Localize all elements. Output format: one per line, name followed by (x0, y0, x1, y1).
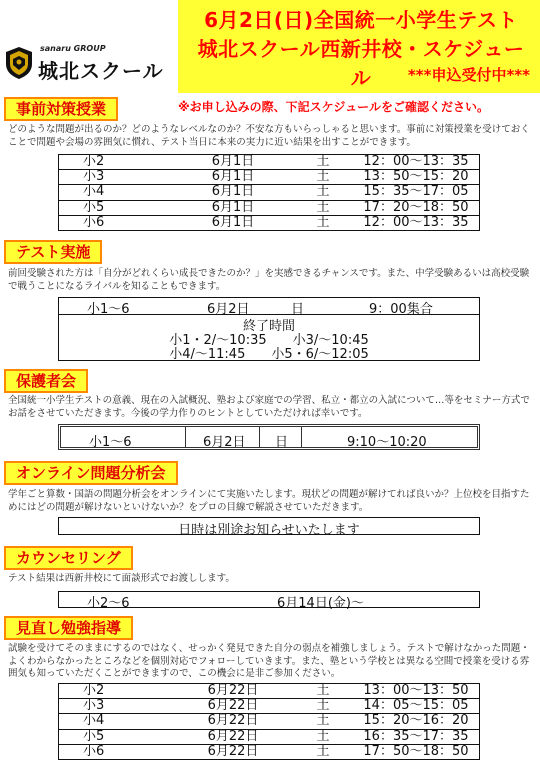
section-title-counseling: カウンセリング (4, 546, 133, 570)
date-cell: 6月2日 (203, 435, 246, 450)
schedule-note: ※お申し込みの際、下記スケジュールをご確認ください。 (178, 100, 489, 114)
date-cell: 6月22日 (207, 683, 259, 699)
end-time-line-1: 小1・2/〜10:35 小3/〜10:45 (169, 333, 369, 348)
table-row (59, 729, 480, 744)
day-cell: 土 (293, 185, 353, 200)
grade-cell: 小3 (59, 699, 174, 714)
grade-cell: 小6 (59, 215, 174, 230)
date-cell: 6月22日 (173, 699, 293, 714)
schedule-table-review (58, 683, 480, 760)
test-schedule-box (58, 297, 480, 361)
logo-name-text: 城北スクール (38, 59, 164, 83)
time-cell: 16：35〜17：35 (353, 729, 480, 744)
time-cell: 12：00〜13：35 (353, 215, 480, 230)
grade-cell: 小4 (59, 714, 174, 729)
counseling-schedule-box (58, 591, 480, 611)
section-desc-test: 前回受験された方は「自分がどれくらい成長できたのか？」を実感できるチャンスです。また、中学受験あるいは高校受験で戦うことになるライバルを知ることもできます。 (8, 268, 530, 292)
day-cell: 土 (293, 215, 353, 230)
header (0, 0, 540, 93)
logo-group-text: sanaru GROUP (40, 44, 106, 53)
date-cell: 6月14日(金)〜 (277, 596, 364, 611)
registration-notice: ***申込受付中*** (407, 66, 530, 84)
date-cell: 6月1日 (173, 170, 293, 185)
section-title-test: テスト実施 (4, 240, 102, 264)
date-cell: 6月2日 (207, 302, 250, 317)
table-row (59, 744, 480, 759)
logo-emblem-icon (4, 46, 34, 80)
table-row (59, 170, 480, 185)
grade-cell: 小4 (59, 185, 174, 200)
section-desc-review: 試験を受けてそのままにするのではなく、せっかく発見できた自分の弱点を補強しましょう。テストで解けなかった問題・よくわからなかったところなどを個別対応でフォローしていきます。また、塾という学校とは異なる空間で授業を受ける雰囲気も知っていただくことができますので、この機会に是非ご参加ください。 (8, 643, 530, 679)
parents-schedule-box (58, 424, 480, 450)
day-cell: 土 (293, 170, 353, 185)
schedule-table-pre-class (58, 154, 480, 231)
online-schedule-box (58, 517, 480, 538)
section-desc-counseling: テスト結果は西新井校にて面談形式でお渡しします。 (8, 573, 235, 584)
end-time-line-2: 小4/〜11:45 小5・6/〜12:05 (169, 347, 369, 362)
grade-cell: 小2 (83, 683, 105, 699)
time-cell: 17：50〜18：50 (353, 744, 480, 759)
time-cell: 15：35〜17：05 (353, 185, 480, 200)
table-row (59, 215, 480, 230)
grade-cell: 小2〜6 (87, 596, 130, 611)
logo (4, 44, 176, 84)
table-row (59, 684, 480, 699)
day-cell: 土 (293, 744, 353, 759)
grade-cell: 小2 (83, 154, 105, 170)
grade-cell: 小3 (59, 170, 174, 185)
end-time-label: 終了時間 (242, 319, 295, 334)
day-cell: 土 (293, 729, 353, 744)
time-cell: 15：20〜16：20 (353, 714, 480, 729)
table-row (59, 714, 480, 729)
date-cell: 6月1日 (211, 154, 255, 170)
day-cell: 日 (291, 302, 305, 317)
date-cell: 6月1日 (173, 185, 293, 200)
section-desc-online: 学年ごと算数・国語の問題分析会をオンラインにて実施いたします。現状どの問題が解けてれば良いか？上位校を目指すためにはどの問題が解けないといけないか？をプロの目線で解説させていただきます。 (8, 489, 530, 513)
section-title-pre-class: 事前対策授業 (4, 97, 118, 121)
section-title-online: オンライン問題分析会 (4, 461, 178, 485)
grade-cell: 小5 (59, 200, 174, 215)
date-cell: 6月22日 (173, 729, 293, 744)
page-subtitle: 城北スクール西新井校・スケジュール (197, 37, 525, 90)
time-cell: 17：20〜18：50 (353, 200, 480, 215)
grade-cell: 小1〜6 (87, 302, 130, 317)
day-cell: 土 (293, 200, 353, 215)
section-desc-parents: 全国統一小学生テストの意義、現在の入試概況、塾および家庭での学習、私立・都立の入試について…等をセミナー方式でお話をさせていただきます。今後の学力作りのヒントとしていただければ幸いです。 (8, 395, 530, 419)
section-title-review: 見直し勉強指導 (4, 616, 133, 640)
date-cell: 6月1日 (173, 200, 293, 215)
time-cell: 14：05〜15：05 (353, 699, 480, 714)
table-row (59, 185, 480, 200)
date-cell: 6月1日 (173, 215, 293, 230)
day-cell: 土 (316, 154, 330, 170)
table-row (59, 699, 480, 714)
date-cell: 6月22日 (173, 714, 293, 729)
time-cell: 13：00〜13：50 (363, 683, 469, 699)
table-row (59, 200, 480, 215)
time-cell: 13：50〜15：20 (353, 170, 480, 185)
grade-cell: 小6 (59, 744, 174, 759)
day-cell: 土 (293, 714, 353, 729)
online-date-notice: 日時は別途お知らせいたします (178, 523, 360, 538)
grade-cell: 小1〜6 (89, 435, 132, 450)
date-cell: 6月22日 (173, 744, 293, 759)
table-row (59, 155, 480, 170)
section-desc-pre-class: どのような問題が出るのか？どのようなレベルなのか？不安な方もいらっしゃると思います。事前に対策授業を受けておくことで問題や会場の雰囲気に慣れ、テスト当日に本来の実力に近い結果を出すことができます。 (8, 124, 530, 148)
day-cell: 日 (275, 435, 289, 450)
day-cell: 土 (293, 699, 353, 714)
time-cell: 12：00〜13：35 (363, 154, 469, 170)
grade-cell: 小5 (59, 729, 174, 744)
section-title-parents: 保護者会 (4, 369, 88, 393)
day-cell: 土 (316, 683, 330, 699)
page-title: 6月2日(日)全国統一小学生テスト (204, 8, 518, 32)
time-cell: 9:10〜10:20 (347, 435, 427, 450)
time-cell: 9：00集合 (369, 302, 433, 317)
